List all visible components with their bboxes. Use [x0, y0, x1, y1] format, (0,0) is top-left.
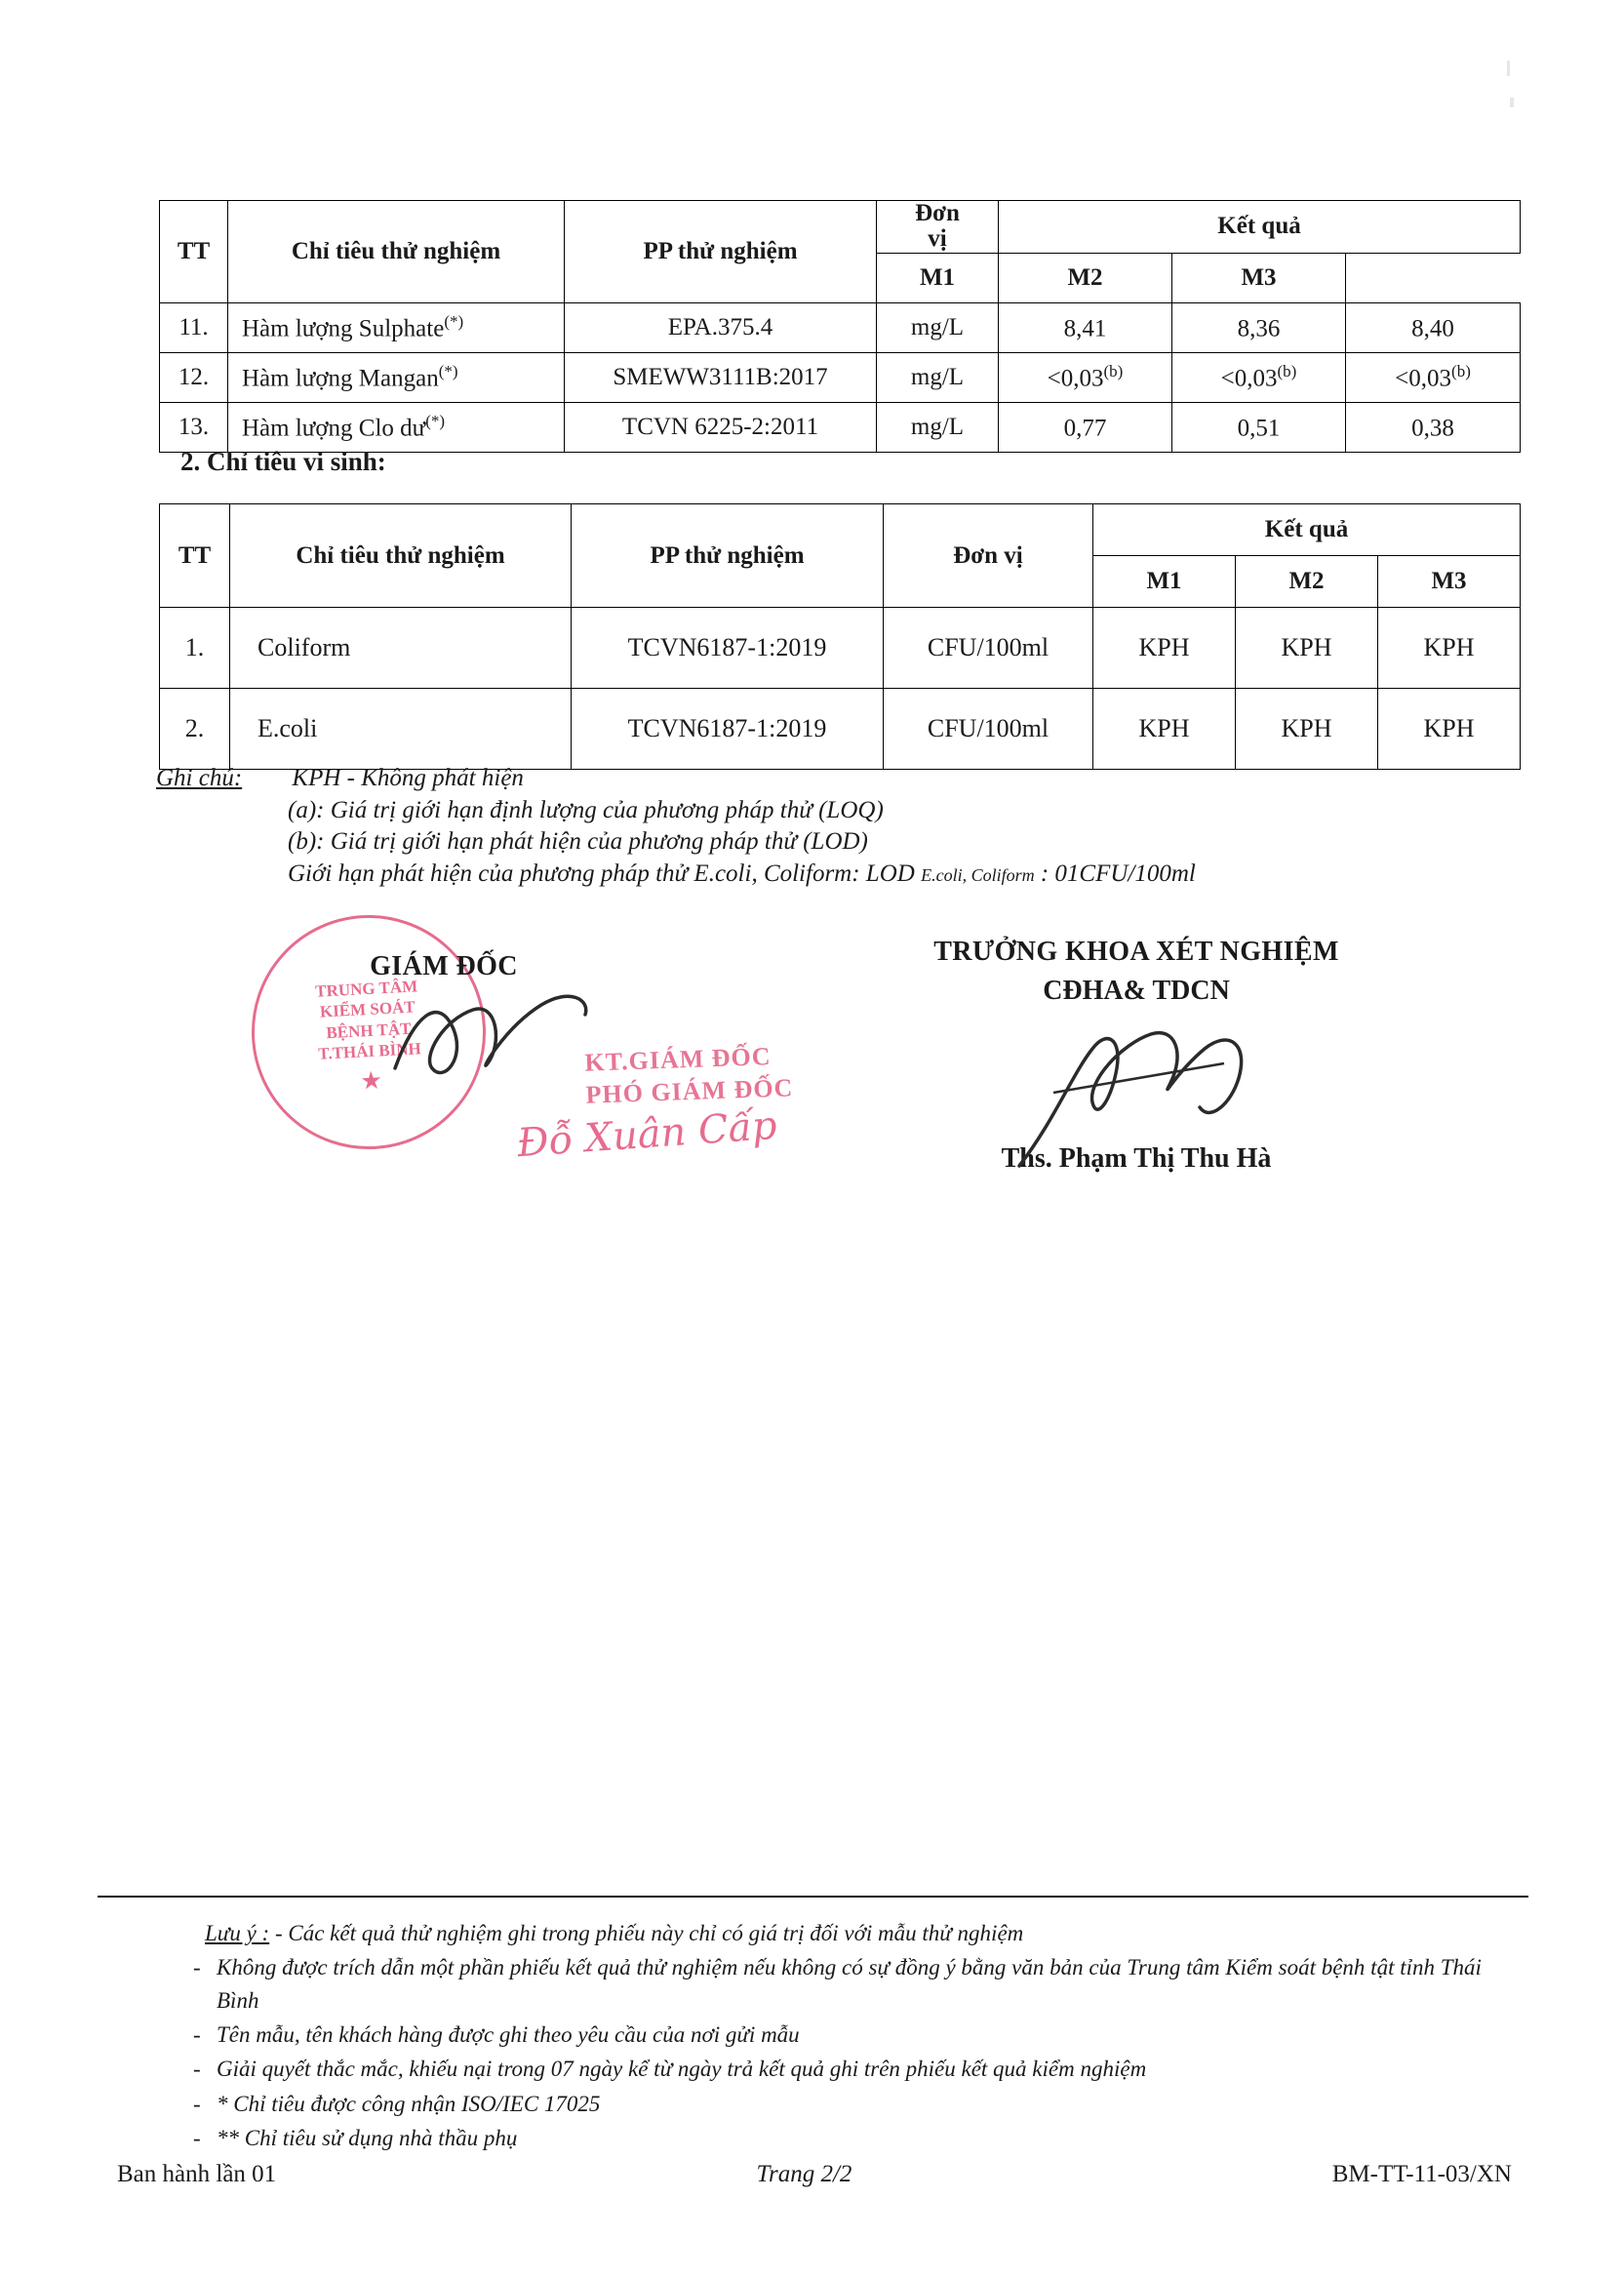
cell-method: TCVN6187-1:2019: [572, 608, 884, 689]
cell-indicator-text: Hàm lượng Mangan: [242, 365, 439, 392]
list-item: - Giải quyết thắc mắc, khiếu nại trong 07 ngày kể từ ngày trả kết quả ghi trên phiếu kết quả kiểm nghiệm: [176, 2053, 1483, 2085]
scan-artifact: [1507, 60, 1510, 76]
handwritten-signature-right: [1014, 1005, 1287, 1180]
cell-m2: KPH: [1236, 689, 1378, 770]
cell-unit: mg/L: [877, 352, 999, 402]
chemical-results-table: [159, 200, 1521, 453]
cell-m3: [1346, 302, 1521, 352]
header-method: PP thử nghiệm: [565, 201, 877, 303]
header-unit: Đơn vị: [884, 504, 1093, 608]
lab-head-title: TRƯỞNG KHOA XÉT NGHIỆM: [933, 937, 1339, 967]
stamp-line-4: T.THÁI BÌNH: [317, 1038, 422, 1063]
cell-m2-value: <0,03: [1220, 365, 1278, 392]
list-item: - Tên mẫu, tên khách hàng được ghi theo yêu cầu của nơi gửi mẫu: [176, 2019, 1483, 2051]
table-row: [160, 352, 1521, 402]
list-item: - ** Chỉ tiêu sử dụng nhà thầu phụ: [176, 2122, 1483, 2154]
cell-m2: KPH: [1236, 608, 1378, 689]
cell-m1-value: <0,03: [1047, 365, 1104, 392]
cell-m3-value: 8,40: [1411, 315, 1454, 342]
header-indicator: Chỉ tiêu thử nghiệm: [228, 201, 565, 303]
cell-m2: [1172, 352, 1346, 402]
lab-head-name: Ths. Phạm Thị Thu Hà: [1001, 1143, 1272, 1174]
list-item: - * Chỉ tiêu được công nhận ISO/IEC 17025: [176, 2088, 1483, 2120]
note-loq: (a): Giá trị giới hạn định lượng của phương pháp thử (LOQ): [288, 796, 884, 823]
note-lod-ecoli-value: : 01CFU/100ml: [1040, 860, 1196, 887]
cell-m1: KPH: [1093, 689, 1236, 770]
cell-m1: [999, 402, 1172, 452]
note-lod-ecoli: [156, 859, 1453, 891]
footer-notes: [176, 1917, 1483, 2154]
cell-m1: [999, 352, 1172, 402]
cell-unit: mg/L: [877, 302, 999, 352]
stamp-star-icon: ★: [361, 1067, 382, 1094]
table-row: [160, 689, 1521, 770]
cell-indicator: [228, 352, 565, 402]
note-lod-ecoli-main: Giới hạn phát hiện của phương pháp thử E.coli, Coliform: LOD: [288, 860, 915, 887]
cell-method: EPA.375.4: [565, 302, 877, 352]
footer-page-number: Trang 2/2: [756, 2161, 852, 2187]
cell-indicator-sup: (*): [425, 411, 446, 430]
footer-note-first-text: - Các kết quả thử nghiệm ghi trong phiếu này chỉ có giá trị đối với mẫu thử nghiệm: [274, 1921, 1024, 1945]
header-m2: M2: [999, 253, 1172, 302]
cell-indicator: [228, 302, 565, 352]
cell-m3: [1346, 352, 1521, 402]
footer-issue: Ban hành lần 01: [117, 2161, 277, 2187]
cell-indicator: E.coli: [230, 689, 572, 770]
kt-giam-doc-line: KT.GIÁM ĐỐC: [583, 1042, 772, 1077]
cell-m2: [1172, 302, 1346, 352]
cell-method: TCVN 6225-2:2011: [565, 402, 877, 452]
header-unit: [877, 201, 999, 254]
cell-indicator-text: Hàm lượng Sulphate: [242, 315, 445, 342]
cell-m3-value: 0,38: [1411, 415, 1454, 442]
cell-tt: 1.: [160, 608, 230, 689]
note-lod: (b): Giá trị giới hạn phát hiện của phương pháp thử (LOD): [288, 828, 868, 855]
cell-unit: CFU/100ml: [884, 689, 1093, 770]
cell-m1: [999, 302, 1172, 352]
table-header-row: [160, 201, 1521, 254]
footer-note-first: [176, 1917, 1483, 1949]
cell-m2: [1172, 402, 1346, 452]
cell-indicator-sup: (*): [438, 361, 458, 380]
header-m3: M3: [1172, 253, 1346, 302]
cell-m1-value: 8,41: [1063, 315, 1107, 342]
cell-m2-value: 8,36: [1237, 315, 1281, 342]
cell-tt: 2.: [160, 689, 230, 770]
director-title: GIÁM ĐỐC: [370, 951, 518, 981]
cell-tt: 13.: [160, 402, 228, 452]
stamp-line-3: BỆNH TẬT: [325, 1019, 412, 1042]
list-item: - Không được trích dẫn một phần phiếu kết quả thử nghiệm nếu không có sự đồng ý bằng văn bản của Trung tâm Kiểm soát bệnh tật tỉnh Thái Bình: [176, 1951, 1483, 2017]
header-m1: M1: [1093, 556, 1236, 608]
cell-m3: KPH: [1378, 608, 1521, 689]
cell-indicator: Coliform: [230, 608, 572, 689]
table-header-row: [160, 504, 1521, 556]
footer-note-list: [176, 1951, 1483, 2154]
header-indicator: Chỉ tiêu thử nghiệm: [230, 504, 572, 608]
cell-method: SMEWW3111B:2017: [565, 352, 877, 402]
cell-m2-sup: (b): [1277, 361, 1297, 380]
cell-tt: 11.: [160, 302, 228, 352]
cell-m3: [1346, 402, 1521, 452]
header-m3: M3: [1378, 556, 1521, 608]
notes-label: Ghi chú:: [156, 765, 243, 791]
footer-note-label: Lưu ý :: [205, 1921, 270, 1945]
table-row: [160, 402, 1521, 452]
note-kph-line: [156, 763, 1453, 795]
cell-indicator-text: Hàm lượng Clo dư: [242, 415, 426, 442]
header-unit-line1: Đơn: [915, 200, 960, 226]
cell-m1-sup: (b): [1103, 361, 1124, 380]
header-tt: TT: [160, 201, 228, 303]
header-m2: M2: [1236, 556, 1378, 608]
microbiology-results-table: [159, 503, 1521, 770]
pho-giam-doc-line: PHÓ GIÁM ĐỐC: [585, 1072, 794, 1109]
cell-m3-sup: (b): [1451, 361, 1471, 380]
footer-form-code: BM-TT-11-03/XN: [1331, 2161, 1512, 2187]
header-result: Kết quả: [999, 201, 1521, 254]
note-lod-ecoli-sub: E.coli, Coliform: [921, 864, 1035, 885]
cell-m3: KPH: [1378, 689, 1521, 770]
note-kph: KPH - Không phát hiện: [292, 765, 524, 791]
header-m1: M1: [877, 253, 999, 302]
cell-m2-value: 0,51: [1237, 415, 1281, 442]
cell-unit: mg/L: [877, 402, 999, 452]
header-result: Kết quả: [1093, 504, 1521, 556]
notes-block: [156, 763, 1453, 890]
stamp-line-1: TRUNG TÂM: [314, 977, 418, 1001]
header-tt: TT: [160, 504, 230, 608]
cell-unit: CFU/100ml: [884, 608, 1093, 689]
table-row: [160, 608, 1521, 689]
section-heading-microbiology: 2. Chỉ tiêu vi sinh:: [180, 447, 386, 476]
cell-indicator-sup: (*): [444, 311, 464, 331]
scan-artifact: [1510, 98, 1514, 107]
header-method: PP thử nghiệm: [572, 504, 884, 608]
cell-m1-value: 0,77: [1063, 415, 1107, 442]
footer-bar: [117, 2161, 1512, 2188]
footer-divider: [98, 1896, 1528, 1898]
cell-m1: KPH: [1093, 608, 1236, 689]
lab-head-subtitle: CĐHA& TDCN: [1043, 976, 1230, 1006]
header-unit-line2: vị: [928, 225, 947, 253]
director-handwritten-name: Đỗ Xuân Cấp: [515, 1102, 779, 1167]
table-row: [160, 302, 1521, 352]
cell-method: TCVN6187-1:2019: [572, 689, 884, 770]
cell-tt: 12.: [160, 352, 228, 402]
cell-indicator: [228, 402, 565, 452]
cell-m3-value: <0,03: [1395, 365, 1452, 392]
stamp-line-2: KIỂM SOÁT: [319, 997, 416, 1021]
deputy-director-overlay: [584, 1040, 794, 1110]
